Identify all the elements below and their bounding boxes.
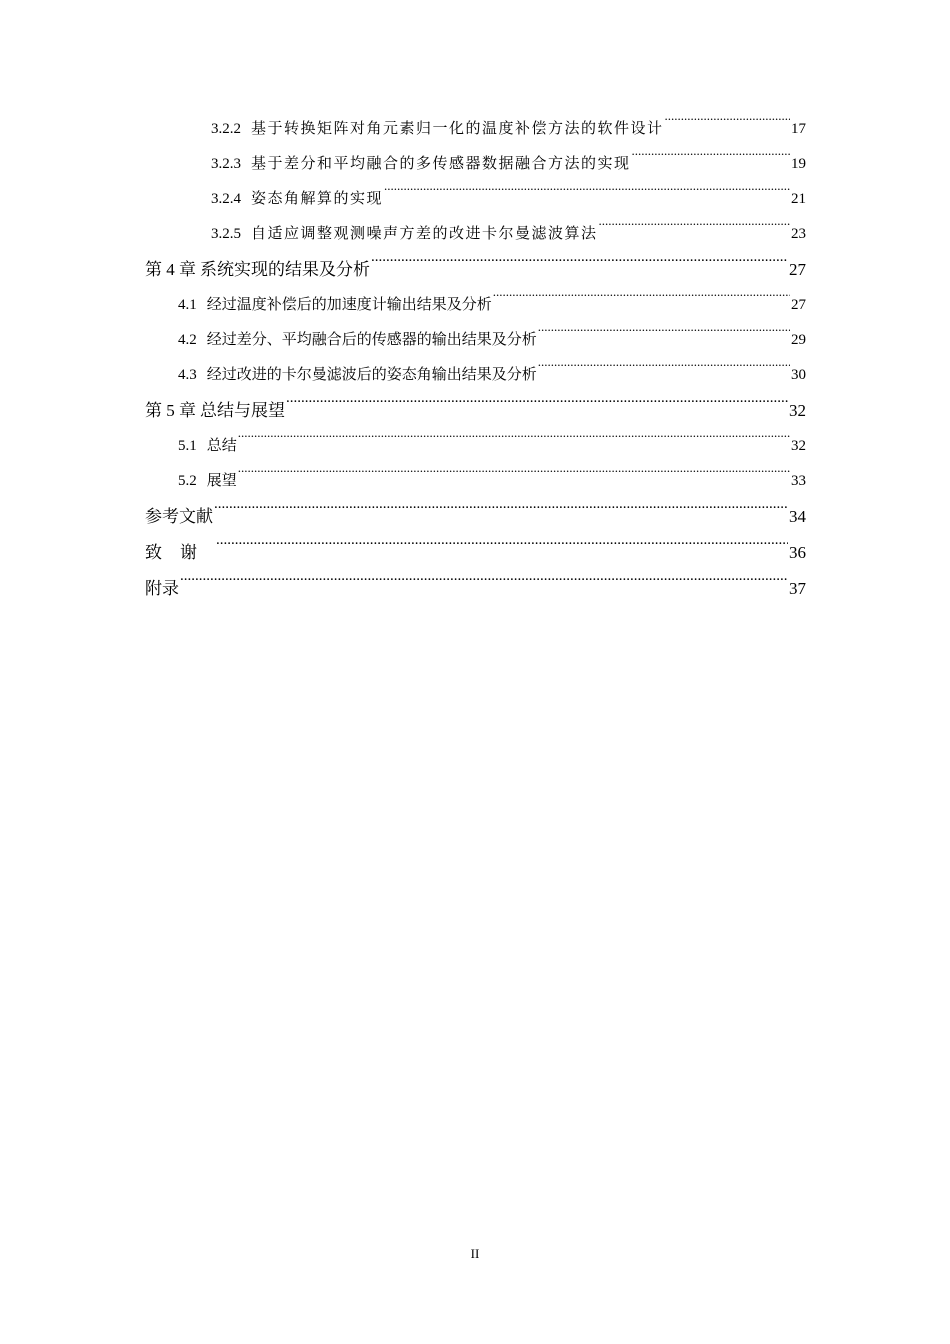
toc-entry-page: 19 xyxy=(791,156,806,172)
toc-entry-number: 4.2 xyxy=(178,332,197,348)
toc-entry-chapter-5[interactable] xyxy=(145,393,806,429)
toc-entry-title: 基于转换矩阵对角元素归一化的温度补偿方法的软件设计 xyxy=(251,121,664,137)
toc-entry-title: 基于差分和平均融合的多传感器数据融合方法的实现 xyxy=(251,156,631,172)
toc-leader-dots xyxy=(632,153,790,168)
toc-entry-page: 34 xyxy=(789,507,806,526)
toc-entry-title: 展望 xyxy=(206,473,237,489)
toc-entry-number: 4.1 xyxy=(178,297,197,313)
toc-entry-number: 5.2 xyxy=(178,473,197,489)
toc-entry-title: 总结与展望 xyxy=(200,401,285,420)
toc-entry-4-3[interactable] xyxy=(145,358,806,393)
toc-entry-page: 27 xyxy=(791,297,806,313)
toc-entry-title: 经过温度补偿后的加速度计输出结果及分析 xyxy=(206,297,492,313)
toc-leader-dots xyxy=(238,435,790,450)
toc-entry-page: 36 xyxy=(789,543,806,562)
toc-entry-3-2-4[interactable] xyxy=(145,182,806,217)
toc-entry-title: 总结 xyxy=(206,438,237,454)
toc-leader-dots xyxy=(238,470,790,485)
toc-entry-number: 3.2.4 xyxy=(211,191,241,207)
page-number: II xyxy=(470,1246,480,1261)
toc-entry-page: 29 xyxy=(791,332,806,348)
toc-entry-page: 23 xyxy=(791,226,806,242)
toc-entry-page: 32 xyxy=(789,401,806,420)
toc-entry-page: 30 xyxy=(791,367,806,383)
toc-entry-title: 自适应调整观测噪声方差的改进卡尔曼滤波算法 xyxy=(251,226,598,242)
toc-entry-appendix[interactable] xyxy=(145,571,806,607)
toc-entry-number: 3.2.5 xyxy=(211,226,241,242)
toc-leader-dots xyxy=(180,577,788,594)
toc-leader-dots xyxy=(538,329,790,344)
toc-entry-4-2[interactable] xyxy=(145,323,806,358)
toc-entry-4-1[interactable] xyxy=(145,288,806,323)
toc-entry-title: 姿态角解算的实现 xyxy=(251,191,384,207)
toc-entry-page: 21 xyxy=(791,191,806,207)
toc-entry-title: 经过差分、平均融合后的传感器的输出结果及分析 xyxy=(206,332,537,348)
toc-entry-chapter-4[interactable] xyxy=(145,252,806,288)
toc-entry-number: 第 4 章 xyxy=(145,260,196,279)
toc-entry-title: 系统实现的结果及分析 xyxy=(200,260,370,279)
toc-entry-3-2-5[interactable] xyxy=(145,217,806,252)
toc-entry-number: 3.2.3 xyxy=(211,156,241,172)
toc-entry-number: 4.3 xyxy=(178,367,197,383)
toc-leader-dots xyxy=(538,364,790,379)
toc-entry-title: 经过改进的卡尔曼滤波后的姿态角输出结果及分析 xyxy=(206,367,537,383)
toc-entry-page: 17 xyxy=(791,121,806,137)
toc-entry-references[interactable] xyxy=(145,499,806,535)
toc-leader-dots xyxy=(599,223,790,238)
toc-entry-title: 附录 xyxy=(145,579,179,598)
toc-entry-acknowledgements[interactable] xyxy=(145,535,806,571)
table-of-contents xyxy=(145,112,806,607)
toc-leader-dots xyxy=(384,188,790,203)
toc-leader-dots xyxy=(493,294,790,309)
toc-leader-dots xyxy=(216,541,788,558)
toc-entry-title: 致谢 xyxy=(145,543,215,562)
toc-entry-page: 37 xyxy=(789,579,806,598)
toc-entry-number: 3.2.2 xyxy=(211,121,241,137)
toc-leader-dots xyxy=(286,399,788,416)
toc-entry-title: 参考文献 xyxy=(145,507,213,526)
toc-entry-page: 33 xyxy=(791,473,806,489)
toc-entry-5-1[interactable] xyxy=(145,429,806,464)
toc-entry-3-2-3[interactable] xyxy=(145,147,806,182)
toc-leader-dots xyxy=(214,505,788,522)
toc-leader-dots xyxy=(371,258,788,275)
toc-entry-page: 27 xyxy=(789,260,806,279)
toc-leader-dots xyxy=(665,118,790,133)
toc-entry-number: 第 5 章 xyxy=(145,401,196,420)
toc-entry-page: 32 xyxy=(791,438,806,454)
toc-entry-3-2-2[interactable] xyxy=(145,112,806,147)
toc-entry-number: 5.1 xyxy=(178,438,197,454)
toc-entry-5-2[interactable] xyxy=(145,464,806,499)
